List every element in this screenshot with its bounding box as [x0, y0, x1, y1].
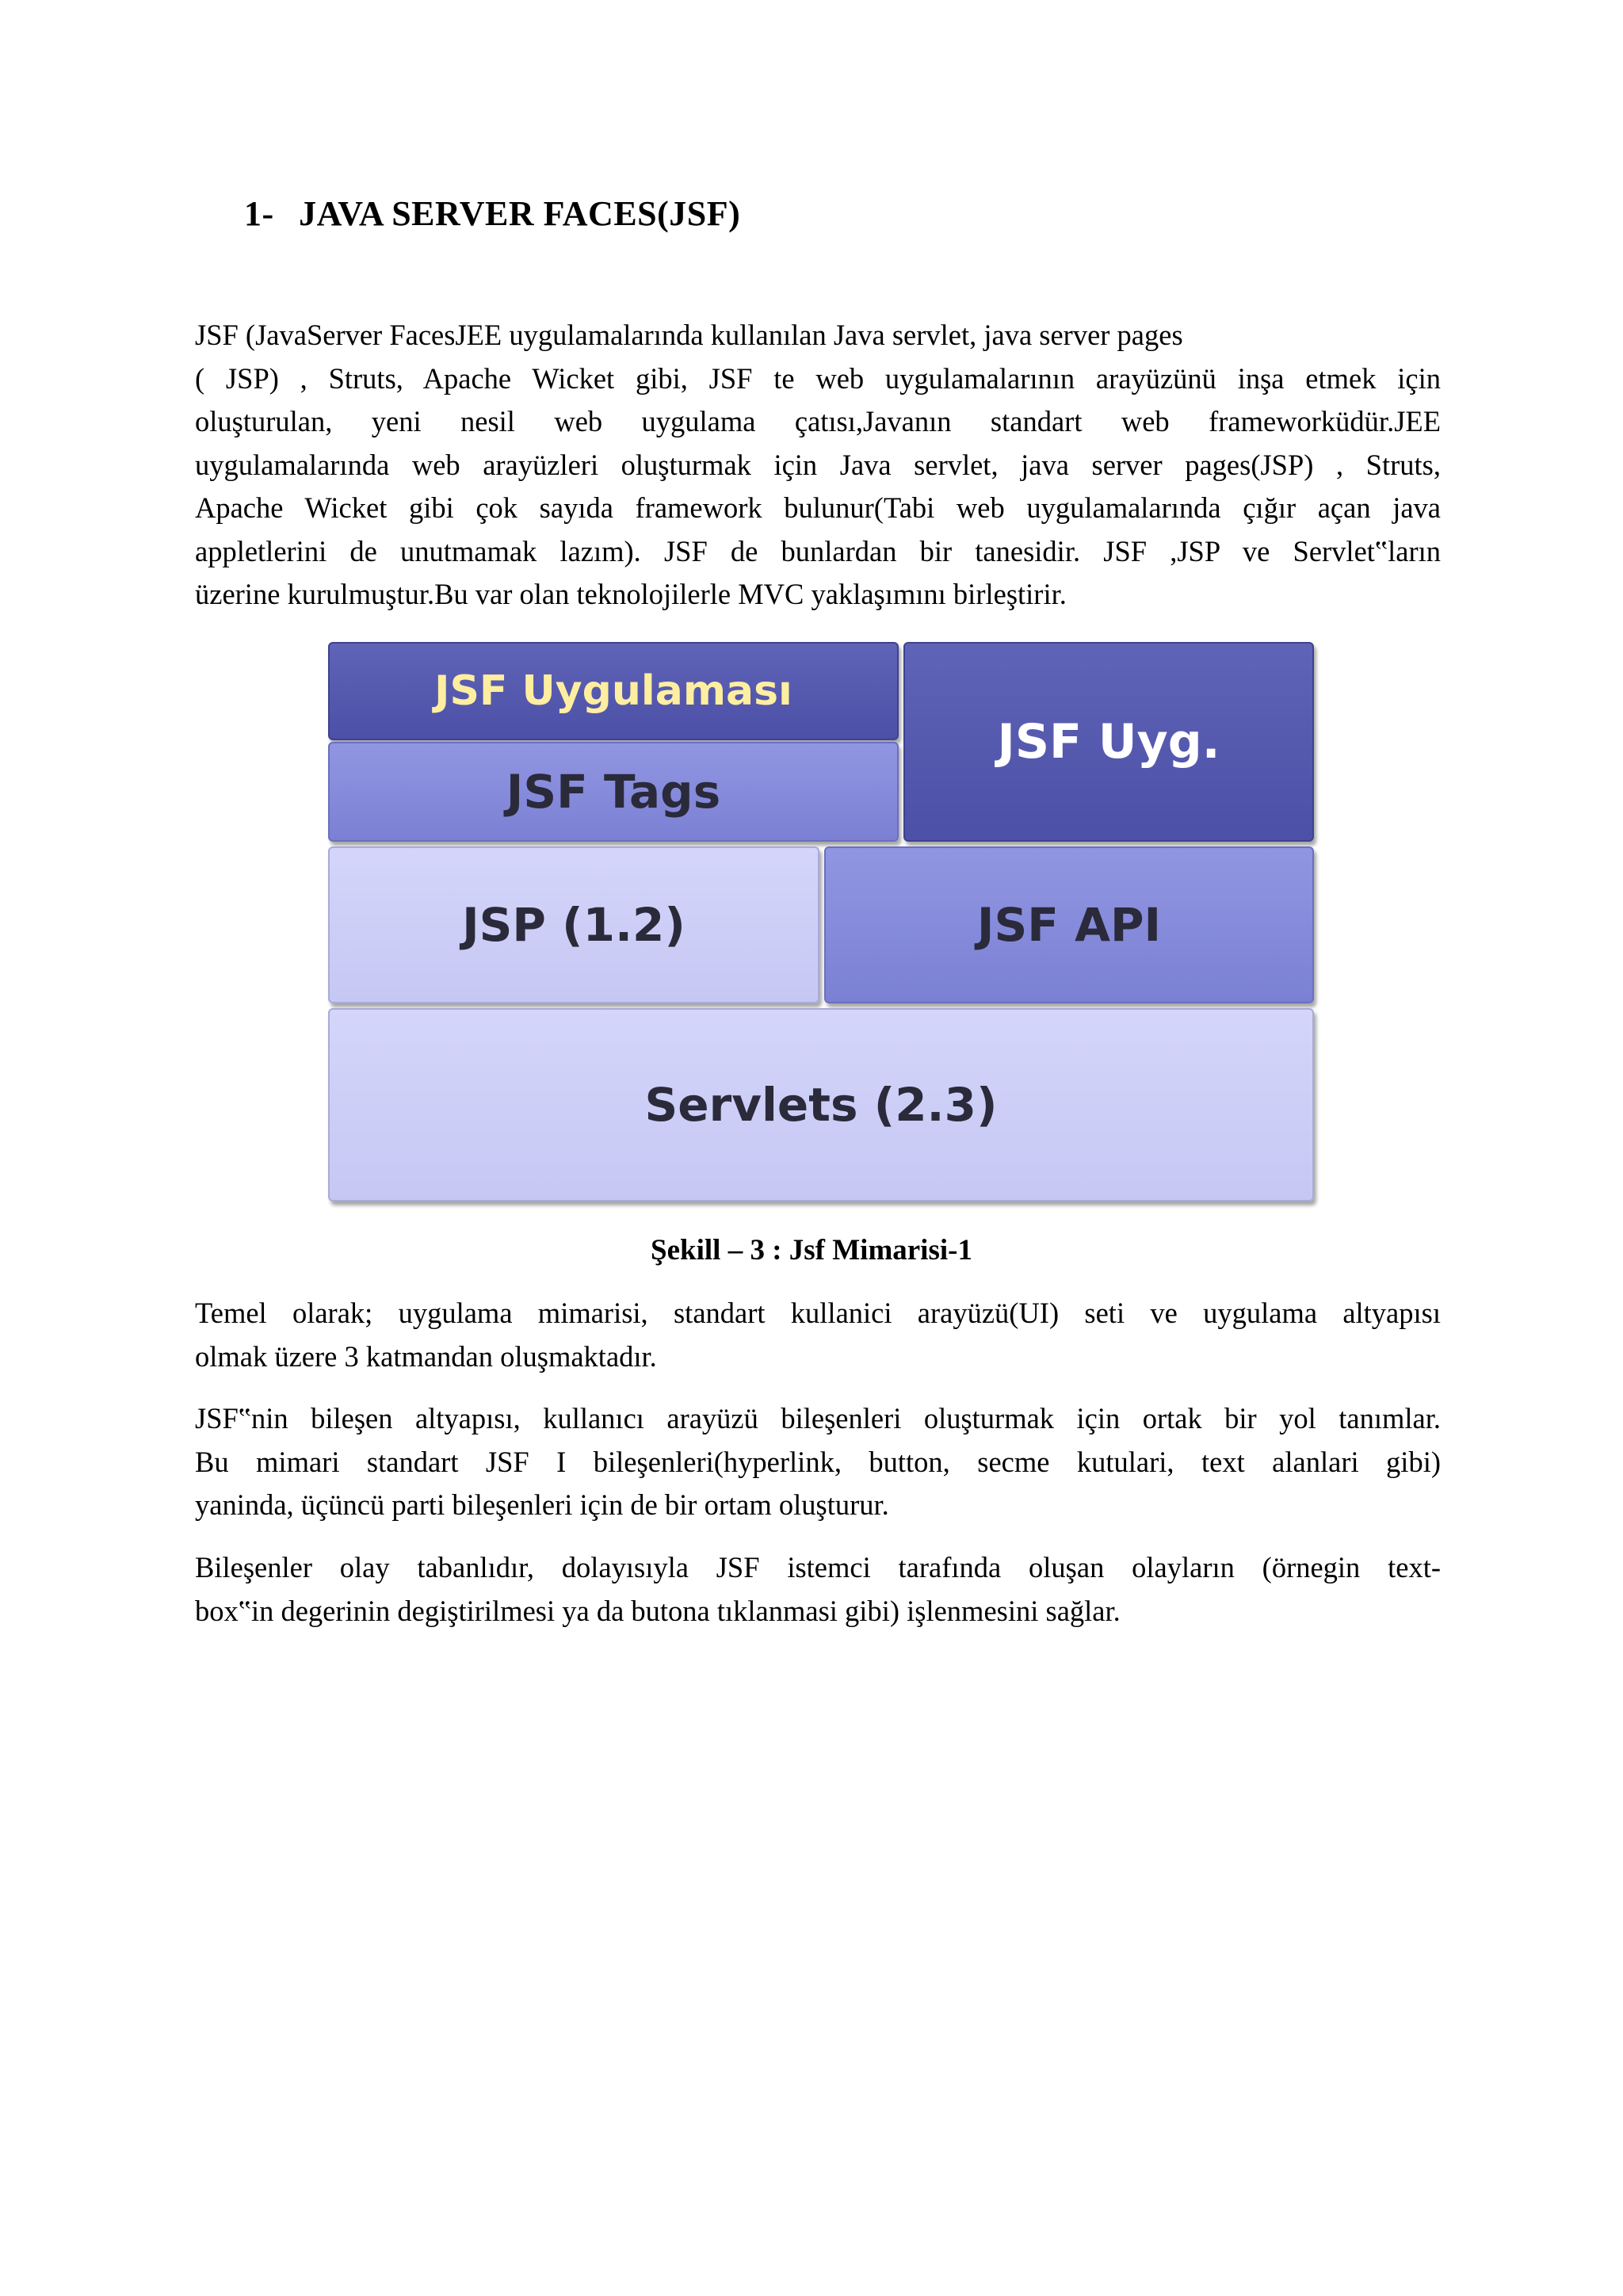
paragraph-line: JSF‟nin bileşen altyapısı, kullanıcı arayüzü bileşenleri oluşturmak için ortak bir yol tanımlar. — [195, 1402, 1441, 1435]
block-servlets: Servlets (2.3) — [328, 1008, 1314, 1201]
paragraph-line: Bu mimari standart JSF I bileşenleri(hyperlink, button, secme kutulari, text alanlari gibi) — [195, 1445, 1441, 1478]
paragraph-line: Temel olarak; uygulama mimarisi, standart kullanici arayüzü(UI) seti ve uygulama altyapısı — [195, 1297, 1441, 1329]
paragraph-architecture — [195, 1292, 1441, 1378]
section-title: JAVA SERVER FACES(JSF) — [299, 194, 741, 233]
paragraph-line: ( JSP) , Struts, Apache Wicket gibi, JSF te web uygulamalarının arayüzünü inşa etmek için — [195, 361, 1441, 395]
paragraph-line: Bileşenler olay tabanlıdır, dolayısıyla JSF istemci tarafında oluşan olayların (örnegin text- — [195, 1551, 1441, 1584]
paragraph-line: uygulamalarında web arayüzleri oluşturmak için Java servlet, java server pages(JSP) , Struts, — [195, 448, 1441, 481]
paragraph-line: oluşturulan, yeni nesil web uygulama çatısı,Javanın standart web frameworküdür.JEE — [195, 405, 1441, 437]
block-jsp: JSP (1.2) — [328, 846, 819, 1003]
paragraph-line: box‟in degerinin degiştirilmesi ya da butona tıklanmasi gibi) işlenmesini sağlar. — [195, 1594, 1121, 1627]
paragraph-line: üzerine kurulmuştur.Bu var olan teknolojilerle MVC yaklaşımını birleştirir. — [195, 578, 1067, 610]
paragraph-events — [195, 1546, 1441, 1633]
block-jsf-api: JSF API — [824, 846, 1314, 1003]
jsf-architecture-diagram — [320, 634, 1322, 1217]
paragraph-line: olmak üzere 3 katmandan oluşmaktadır. — [195, 1339, 657, 1373]
paragraph-line: yaninda, üçüncü parti bileşenleri için de bir ortam oluşturur. — [195, 1488, 889, 1521]
paragraph-components — [195, 1397, 1441, 1527]
block-jsf-uygulamasi: JSF Uygulaması — [328, 642, 899, 740]
figure-caption: Şekill – 3 : Jsf Mimarisi-1 — [651, 1234, 972, 1266]
paragraph-line: appletlerini de unutmamak lazım). JSF de bunlardan bir tanesidir. JSF ,JSP ve Servlet‟ların — [195, 534, 1441, 567]
paragraph-line: JSF (JavaServer FacesJEE uygulamalarında kullanılan Java servlet, java server pages — [195, 319, 1183, 351]
intro-paragraph — [195, 314, 1441, 617]
section-number: 1- — [244, 194, 274, 233]
block-jsf-tags: JSF Tags — [328, 742, 899, 842]
paragraph-line: Apache Wicket gibi çok sayıda framework bulunur(Tabi web uygulamalarında çığır açan java — [195, 491, 1441, 524]
section-heading — [244, 193, 740, 234]
block-jsf-uyg: JSF Uyg. — [903, 642, 1314, 842]
